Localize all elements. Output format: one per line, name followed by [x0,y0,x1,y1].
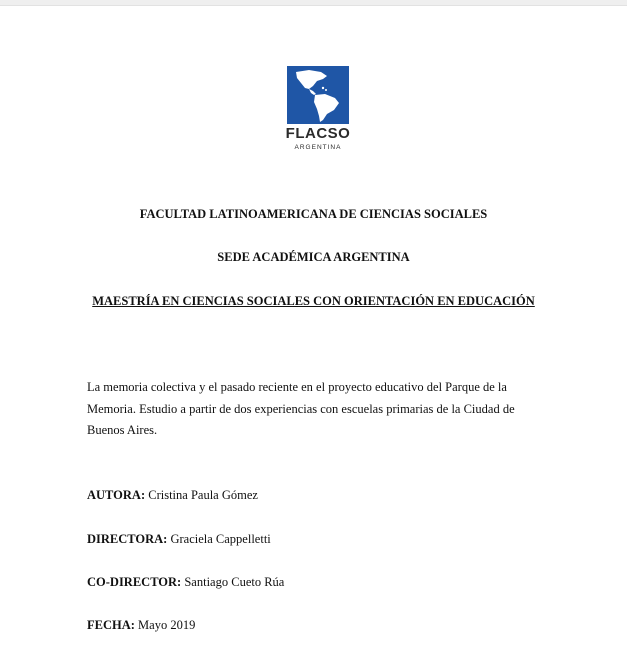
logo-subtitle: ARGENTINA [294,144,342,151]
date-label: FECHA: [87,618,135,632]
author-line [87,487,258,503]
logo-name: FLACSO [285,125,351,142]
author-value: Cristina Paula Gómez [148,488,258,502]
date-value: Mayo 2019 [138,618,196,632]
codirector-line [87,574,284,590]
author-label: AUTORA: [87,488,146,502]
director-line [87,531,271,547]
campus-heading: SEDE ACADÉMICA ARGENTINA [217,250,410,264]
director-label: DIRECTORA: [87,532,168,546]
codirector-label: CO-DIRECTOR: [87,575,182,589]
flacso-logo [284,66,356,158]
date-line [87,617,195,633]
thesis-title: La memoria colectiva y el pasado reciente en el proyecto educativo del Parque de la Memoria. Estudio a partir de dos experiencias con escuelas primarias de la Ciudad de Buenos Aires. [87,380,515,437]
program-heading: MAESTRÍA EN CIENCIAS SOCIALES CON ORIENTACIÓN EN EDUCACIÓN [92,294,535,308]
faculty-heading: FACULTAD LATINOAMERICANA DE CIENCIAS SOCIALES [139,207,488,221]
director-value: Graciela Cappelletti [170,532,271,546]
viewer-top-bar [0,0,627,6]
logo-emblem [287,66,349,124]
americas-map-icon [287,66,349,124]
codirector-value: Santiago Cueto Rúa [184,575,285,589]
